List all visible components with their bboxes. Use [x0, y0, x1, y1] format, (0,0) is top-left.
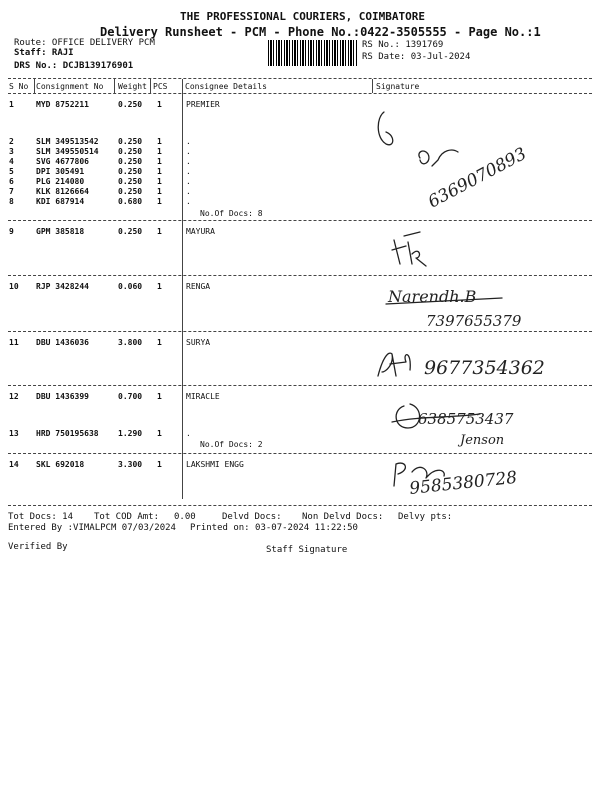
row-pcs: 1 — [157, 282, 162, 291]
row-consignee: . — [186, 147, 191, 156]
row-pcs: 1 — [157, 429, 162, 438]
row-consignment: SLM 349513542 — [36, 137, 99, 146]
row-sno: 1 — [9, 100, 14, 109]
row-sno: 7 — [9, 187, 14, 196]
row-consignee: . — [186, 167, 191, 176]
signature-1 — [372, 100, 592, 220]
divider — [8, 275, 592, 276]
row-sno: 4 — [9, 157, 14, 166]
signature-6-number: 9585380728 — [408, 467, 519, 499]
row-weight: 3.800 — [118, 338, 143, 347]
row-consignee: LAKSHMI ENGG — [186, 460, 244, 469]
row-pcs: 1 — [157, 460, 162, 469]
divider — [8, 220, 592, 221]
drs-number: DRS No.: DCJB139176901 — [14, 61, 134, 71]
row-pcs: 1 — [157, 157, 162, 166]
rs-date: RS Date: 03-Jul-2024 — [362, 52, 471, 62]
staff-label: Staff: RAJI — [14, 48, 74, 58]
barcode-image — [268, 40, 358, 66]
col-header-consignee: Consignee Details — [185, 82, 267, 91]
row-consignee: RENGA — [186, 282, 211, 291]
row-sno: 6 — [9, 177, 14, 186]
row-consignment: SKL 692018 — [36, 460, 85, 469]
row-sno: 3 — [9, 147, 14, 156]
col-header-consignment: Consignment No — [36, 82, 104, 91]
docs-count-note: No.Of Docs: 2 — [200, 440, 263, 449]
row-sno: 11 — [9, 338, 19, 347]
row-weight: 0.250 — [118, 227, 143, 236]
row-sno: 2 — [9, 137, 14, 146]
row-sno: 9 — [9, 227, 14, 236]
delivered-docs-label: Delvd Docs: — [222, 512, 282, 522]
row-consignee: MIRACLE — [186, 392, 220, 401]
verified-by-label: Verified By — [8, 542, 68, 552]
row-consignee: . — [186, 429, 191, 438]
row-pcs: 1 — [157, 187, 162, 196]
delivery-points-label: Delvy pts: — [398, 512, 453, 522]
row-weight: 0.250 — [118, 167, 143, 176]
row-weight: 0.700 — [118, 392, 143, 401]
row-weight: 0.250 — [118, 177, 143, 186]
col-header-sno: S No — [9, 82, 29, 91]
divider — [8, 505, 592, 506]
row-weight: 0.250 — [118, 137, 143, 146]
row-consignee: . — [186, 137, 191, 146]
row-sno: 13 — [9, 429, 19, 438]
rs-number: RS No.: 1391769 — [362, 40, 444, 50]
route-label: Route: OFFICE DELIVERY PCM — [14, 38, 155, 48]
row-consignee: . — [186, 177, 191, 186]
row-pcs: 1 — [157, 167, 162, 176]
row-consignment: SLM 349550514 — [36, 147, 99, 156]
col-header-signature: Signature — [376, 82, 420, 91]
signature-5 — [390, 396, 590, 452]
row-sno: 14 — [9, 460, 19, 469]
col-header-pcs: PCS — [153, 82, 168, 91]
entered-by: Entered By :VIMALPCM 07/03/2024 — [8, 523, 176, 533]
signature-3-number: 7397655379 — [426, 312, 522, 330]
row-consignment: RJP 3428244 — [36, 282, 89, 291]
divider — [8, 453, 592, 454]
row-consignee: SURYA — [186, 338, 211, 347]
printed-on: Printed on: 03-07-2024 11:22:50 — [190, 523, 358, 533]
total-cod-label: Tot COD Amt: — [94, 512, 160, 522]
row-pcs: 1 — [157, 100, 162, 109]
row-consignment: GPM 385818 — [36, 227, 85, 236]
row-pcs: 1 — [157, 177, 162, 186]
row-pcs: 1 — [157, 137, 162, 146]
row-consignment: PLG 214080 — [36, 177, 85, 186]
total-docs: Tot Docs: 14 — [8, 512, 74, 522]
row-weight: 0.060 — [118, 282, 143, 291]
signature-4 — [372, 342, 582, 386]
signature-2 — [386, 228, 456, 270]
row-consignment: KLK 8126664 — [36, 187, 89, 196]
row-consignment: HRD 750195638 — [36, 429, 99, 438]
signature-6 — [386, 456, 586, 502]
signature-4-number: 9677354362 — [424, 357, 545, 379]
row-weight: 0.680 — [118, 197, 143, 206]
row-consignment: KDI 687914 — [36, 197, 85, 206]
row-pcs: 1 — [157, 227, 162, 236]
row-pcs: 1 — [157, 197, 162, 206]
divider — [8, 78, 592, 79]
signature-1-number: 6369070893 — [424, 143, 530, 213]
divider — [8, 93, 592, 94]
row-pcs: 1 — [157, 338, 162, 347]
col-header-weight: Weight — [118, 82, 147, 91]
row-consignment: SVG 4677806 — [36, 157, 89, 166]
row-sno: 10 — [9, 282, 19, 291]
row-weight: 0.250 — [118, 147, 143, 156]
non-delivered-docs-label: Non Delvd Docs: — [302, 512, 384, 522]
row-weight: 1.290 — [118, 429, 143, 438]
signature-5-name: Jenson — [460, 433, 505, 448]
row-consignee: MAYURA — [186, 227, 215, 236]
total-cod-value: 0.00 — [174, 512, 196, 522]
row-consignment: MYD 8752211 — [36, 100, 89, 109]
row-consignee: PREMIER — [186, 100, 220, 109]
row-sno: 8 — [9, 197, 14, 206]
row-consignee: . — [186, 197, 191, 206]
row-weight: 0.250 — [118, 100, 143, 109]
row-sno: 5 — [9, 167, 14, 176]
row-consignment: DBU 1436036 — [36, 338, 89, 347]
row-consignee: . — [186, 187, 191, 196]
staff-signature-label: Staff Signature — [266, 545, 348, 555]
row-consignment: DPI 305491 — [36, 167, 85, 176]
row-pcs: 1 — [157, 392, 162, 401]
row-consignee: . — [186, 157, 191, 166]
runsheet-title: Delivery Runsheet - PCM - Phone No.:0422-3505555 - Page No.:1 — [100, 25, 541, 39]
row-weight: 3.300 — [118, 460, 143, 469]
company-title: THE PROFESSIONAL COURIERS, COIMBATORE — [180, 10, 426, 23]
row-weight: 0.250 — [118, 187, 143, 196]
docs-count-note: No.Of Docs: 8 — [200, 209, 263, 218]
signature-3-name: Narendh.B — [388, 287, 477, 306]
signature-3 — [382, 280, 592, 332]
row-sno: 12 — [9, 392, 19, 401]
row-consignment: DBU 1436399 — [36, 392, 89, 401]
row-pcs: 1 — [157, 147, 162, 156]
row-weight: 0.250 — [118, 157, 143, 166]
signature-5-number: 6385753437 — [418, 410, 514, 428]
